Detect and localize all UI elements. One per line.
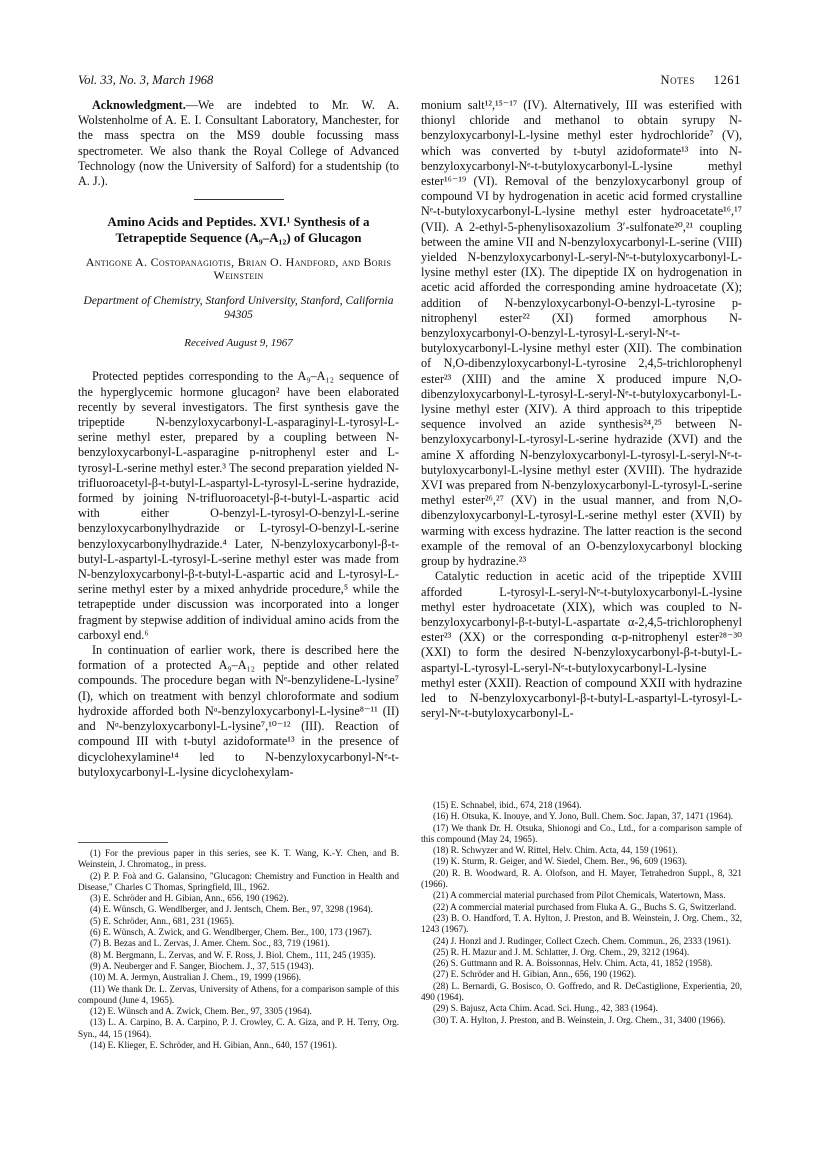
- footnote: (9) A. Neuberger and F. Sanger, Biochem. J., 37, 515 (1943).: [90, 960, 314, 971]
- article-authors: Antigone A. Costopanagiotis, Brian O. Handford, and Boris Weinstein: [85, 255, 392, 283]
- footnote: (7) B. Bezas and L. Zervas, J. Amer. Chem. Soc., 83, 719 (1961).: [90, 938, 330, 949]
- footnote: (10) M. A. Jermyn, Australian J. Chem., 19, 1999 (1966).: [90, 972, 302, 983]
- acknowledgment-text: —We are indebted to Mr. W. A. Wolstenholme of A. E. I. Consultant Laboratory, Manchester, for the mass spectra on the MS9 double focussing mass spectrometer. We also thank the Royal College of Advanced Technology (now the University of Salford) for a studentship (to A. J.).: [78, 98, 399, 189]
- body-paragraph: Catalytic reduction in acetic acid of the tripeptide XVIII afforded L-tyrosyl-L-seryl-Nᵉ-t-butyloxycarbonyl-L-lysine methyl ester hydroacetate (XIX), which was coupled to N-benzyloxycarbonyl-β-t-butyl-L-aspartate α-2,4,5-trichlorophenyl ester²³ (XX) or the corresponding α-p-nitrophenyl ester²⁸⁻³⁰ (XXI) to form the desired N-benzyloxycarbonyl-β-t-butyl-L-aspartyl-L-tyrosyl-L-seryl-Nᵉ-t-butyloxycarbonyl-L-lysine methyl ester (XXII). Reaction of compound XXII with hydrazine led to N-benzyloxycarbonyl-β-t-butyl-L-aspartyl-L-tyrosyl-L-seryl-Nᵉ-t-butyloxycarbonyl-L-: [421, 569, 742, 721]
- running-head: Vol. 33, No. 3, March 1968: [78, 73, 214, 87]
- footnote: (2) P. P. Foà and G. Galansino, "Glucagon: Chemistry and Function in Health and Disease," Charles C Thomas, Springfield, Ill., 1962.: [78, 870, 399, 892]
- header-right: [660, 73, 741, 88]
- footnotes-right: [421, 800, 742, 1026]
- footnote: (17) We thank Dr. H. Otsuka, Shionogi and Co., Ltd., for a comparison sample of this compound (May 24, 1965).: [421, 822, 742, 844]
- footnote: (13) L. A. Carpino, B. A. Carpino, P. J. Crowley, C. A. Giza, and P. H. Terry, Org. Syn., 44, 15 (1964).: [78, 1017, 399, 1039]
- footnotes-left: [78, 848, 399, 1051]
- section-name: Notes: [660, 73, 695, 87]
- footnote-rule: [78, 842, 168, 843]
- footnote: (1) For the previous paper in this series, see K. T. Wang, K.-Y. Chen, and B. Weinstein, J. Chromatog., in press.: [78, 848, 399, 870]
- footnote: (12) E. Wünsch and A. Zwick, Chem. Ber., 97, 3305 (1964).: [90, 1006, 312, 1017]
- footnote: (24) J. Honzl and J. Rudinger, Collect Czech. Chem. Commun., 26, 2333 (1961).: [433, 935, 731, 946]
- acknowledgment: [78, 98, 399, 189]
- section-divider: [194, 199, 284, 200]
- received-date: Received August 9, 1967: [184, 337, 293, 350]
- footnote: (26) S. Guttmann and R. A. Boissonnas, Helv. Chim. Acta, 41, 1852 (1958).: [433, 958, 713, 969]
- footnote: (16) H. Otsuka, K. Inouye, and Y. Jono, Bull. Chem. Soc. Japan, 37, 1471 (1964).: [433, 811, 734, 822]
- footnote: (29) S. Bajusz, Acta Chim. Acad. Sci. Hung., 42, 383 (1964).: [433, 1003, 658, 1014]
- footnote: (8) M. Bergmann, L. Zervas, and W. F. Ross, J. Biol. Chem., 111, 245 (1935).: [90, 949, 376, 960]
- footnote: (19) K. Sturm, R. Geiger, and W. Siedel, Chem. Ber., 96, 609 (1963).: [433, 856, 688, 867]
- footnote: (11) We thank Dr. L. Zervas, University of Athens, for a comparison sample of this compound (June 4, 1965).: [78, 983, 399, 1005]
- left-column: [78, 98, 399, 780]
- footnote: (5) E. Schröder, Ann., 681, 231 (1965).: [90, 915, 235, 926]
- footnote: (28) L. Bernardi, G. Bosisco, O. Goffredo, and R. DeCastiglione, Experientia, 20, 490 (1964).: [421, 980, 742, 1003]
- article-title: Amino Acids and Peptides. XVI.¹ Synthesis of a Tetrapeptide Sequence (A₉–A₁₂) of Glucagon: [107, 214, 370, 246]
- footnote: (14) E. Klieger, E. Schröder, and H. Gibian, Ann., 640, 157 (1961).: [90, 1040, 338, 1051]
- footnote: (18) R. Schwyzer and W. Rittel, Helv. Chim. Acta, 44, 159 (1961).: [433, 845, 678, 856]
- footnote: (25) R. H. Mazur and J. M. Schlatter, J. Org. Chem., 29, 3212 (1964).: [433, 946, 690, 957]
- page-header: [78, 73, 741, 89]
- footnote: (4) E. Wünsch, G. Wendlberger, and J. Jentsch, Chem. Ber., 97, 3298 (1964).: [90, 904, 373, 915]
- footnote: (21) A commercial material purchased from Pilot Chemicals, Watertown, Mass.: [433, 890, 726, 901]
- footnote: (27) E. Schröder and H. Gibian, Ann., 656, 190 (1962).: [433, 969, 637, 980]
- footnote: (3) E. Schröder and H. Gibian, Ann., 656, 190 (1962).: [90, 893, 289, 904]
- footnote: (6) E. Wünsch, A. Zwick, and G. Wendlberger, Chem. Ber., 100, 173 (1967).: [90, 927, 372, 938]
- body-paragraph: Protected peptides corresponding to the A₉–A₁₂ sequence of the hyperglycemic hormone glucagon² have been elaborated recently by several investigators. The first synthesis gave the tripeptide N-benzyloxycarbonyl-L-asparaginyl-L-tyrosyl-L-serine methyl ester, prepared by a coupling between N-benzyloxycarbonyl-L-asparagine p-nitrophenyl ester and L-tyrosyl-L-serine methyl ester.³ The second preparation yielded N-trifluoroacetyl-β-t-butyl-L-aspartyl-L-tyrosyl-L-serine hydrazide, formed by joining N-trifluoroacetyl-β-t-butyl-L-aspartic acid with either O-benzyl-L-tyrosyl-O-benzyl-L-serine benzyloxycarbonylhydrazide or L-tyrosyl-O-benzyl-L-serine benzyloxycarbonylhydrazide.⁴ Later, N-benzyloxycarbonyl-β-t-butyl-L-aspartyl-L-tyrosyl-L-serine methyl ester was made from N-benzyloxycarbonyl-β-t-butyl-L-aspartic acid and L-tyrosyl-L-serine methyl ester by a mixed anhydride procedure,⁵ while the tetrapeptide under discussion was incorporated into a longer fragment by stepwise addition of individual amino acids from the carboxyl end.⁶: [78, 369, 399, 642]
- footnote: (20) R. B. Woodward, R. A. Olofson, and H. Mayer, Tetrahedron Suppl., 8, 321 (1966).: [421, 867, 742, 890]
- body-paragraph: monium salt¹²,¹⁵⁻¹⁷ (IV). Alternatively, III was esterified with thionyl chloride and methanol to obtain syrupy N-benzyloxycarbonyl-L-lysine methyl ester hydrochloride⁷ (V), which was converted by t-butyl azidoformate¹³ into N-benzyloxycarbonyl-Nᵉ-t-butyloxycarbonyl-L-lysine methyl ester¹⁶⁻¹⁹ (VI). Removal of the benzyloxycarbonyl group of compound VI by hydrogenation in acetic acid formed crystalline Nᵉ-t-butyloxycarbonyl-L-lysine methyl ester hydroacetate¹⁶,¹⁷ (VII). A 2-ethyl-5-phenylisoxazolium 3′-sulfonate²⁰,²¹ coupling between the amine VII and N-benzyloxycarbonyl-L-serine (VIII) yielded N-benzyloxycarbonyl-L-seryl-Nᵉ-t-butyloxycarbonyl-L-lysine methyl ester (IX). The dipeptide IX on hydrogenation in acetic acid afforded the corresponding amine hydroacetate (X); addition of N-benzyloxycarbonyl-O-benzyl-L-tyrosine p-nitrophenyl ester²² (XI) formed amorphous N-benzyloxycarbonyl-O-benzyl-L-tyrosyl-L-seryl-Nᵉ-t-butyloxycarbonyl-L-lysine methyl ester (XII). The combination of N,O-dibenzyloxycarbonyl-L-tyrosine 2,4,5-trichlorophenyl ester²³ (XIII) and the amine X produced impure N,O-dibenzyloxycarbonyl-L-tyrosyl-L-seryl-Nᵉ-t-butyloxycarbonyl-L-lysine methyl ester (XIV). A third approach to this tripeptide sequence involved an azide synthesis²⁴,²⁵ between N-benzyloxycarbonyl-L-tyrosyl-L-serine hydrazide (XVI) and the amine X affording N-benzyloxycarbonyl-L-tyrosyl-L-seryl-Nᵉ-t-butyloxycarbonyl-L-lysine methyl ester (XVIII). The hydrazide XVI was prepared from N-benzyloxycarbonyl-L-tyrosyl-L-serine methyl ester²⁶,²⁷ (XV) in the usual manner, and from N,O-dibenzyloxycarbonyl-L-tyrosyl-L-serine methyl ester (XVII) by warming with excess hydrazine. The latter reaction is the second example of the removal of an O-benzyloxycarbonyl blocking group by hydrazine.²³: [421, 98, 742, 569]
- footnote: (22) A commercial material purchased from Fluka A. G., Buchs S. G, Switzerland.: [433, 901, 737, 912]
- footnote: (23) B. O. Handford, T. A. Hylton, J. Preston, and B. Weinstein, J. Org. Chem., 32, 1243 (1967).: [421, 912, 742, 935]
- page-number: 1261: [713, 73, 741, 87]
- footnote: (15) E. Schnabel, ibid., 674, 218 (1964).: [433, 800, 582, 810]
- footnote: (30) T. A. Hylton, J. Preston, and B. Weinstein, J. Org. Chem., 31, 3400 (1966).: [433, 1014, 726, 1025]
- article-affiliation: Department of Chemistry, Stanford University, Stanford, California 94305: [83, 295, 394, 322]
- acknowledgment-heading: Acknowledgment.: [92, 98, 186, 112]
- body-paragraph: In continuation of earlier work, there is described here the formation of a protected A₉–A₁₂ peptide and other related compounds. The procedure began with Nᵉ-benzylidene-L-lysine⁷ (I), which on treatment with benzyl chloroformate and sodium hydroxide afforded both Nᵅ-benzyloxycarbonyl-L-lysine⁸⁻¹¹ (II) and Nᵅ-benzyloxycarbonyl-L-lysine⁷,¹⁰⁻¹² (III). Reaction of compound III with t-butyl azidoformate¹³ in the presence of dicyclohexylamine¹⁴ led to N-benzyloxycarbonyl-Nᵉ-t-butyloxycarbonyl-L-lysine dicyclohexylam-: [78, 643, 399, 779]
- right-column: [421, 98, 742, 721]
